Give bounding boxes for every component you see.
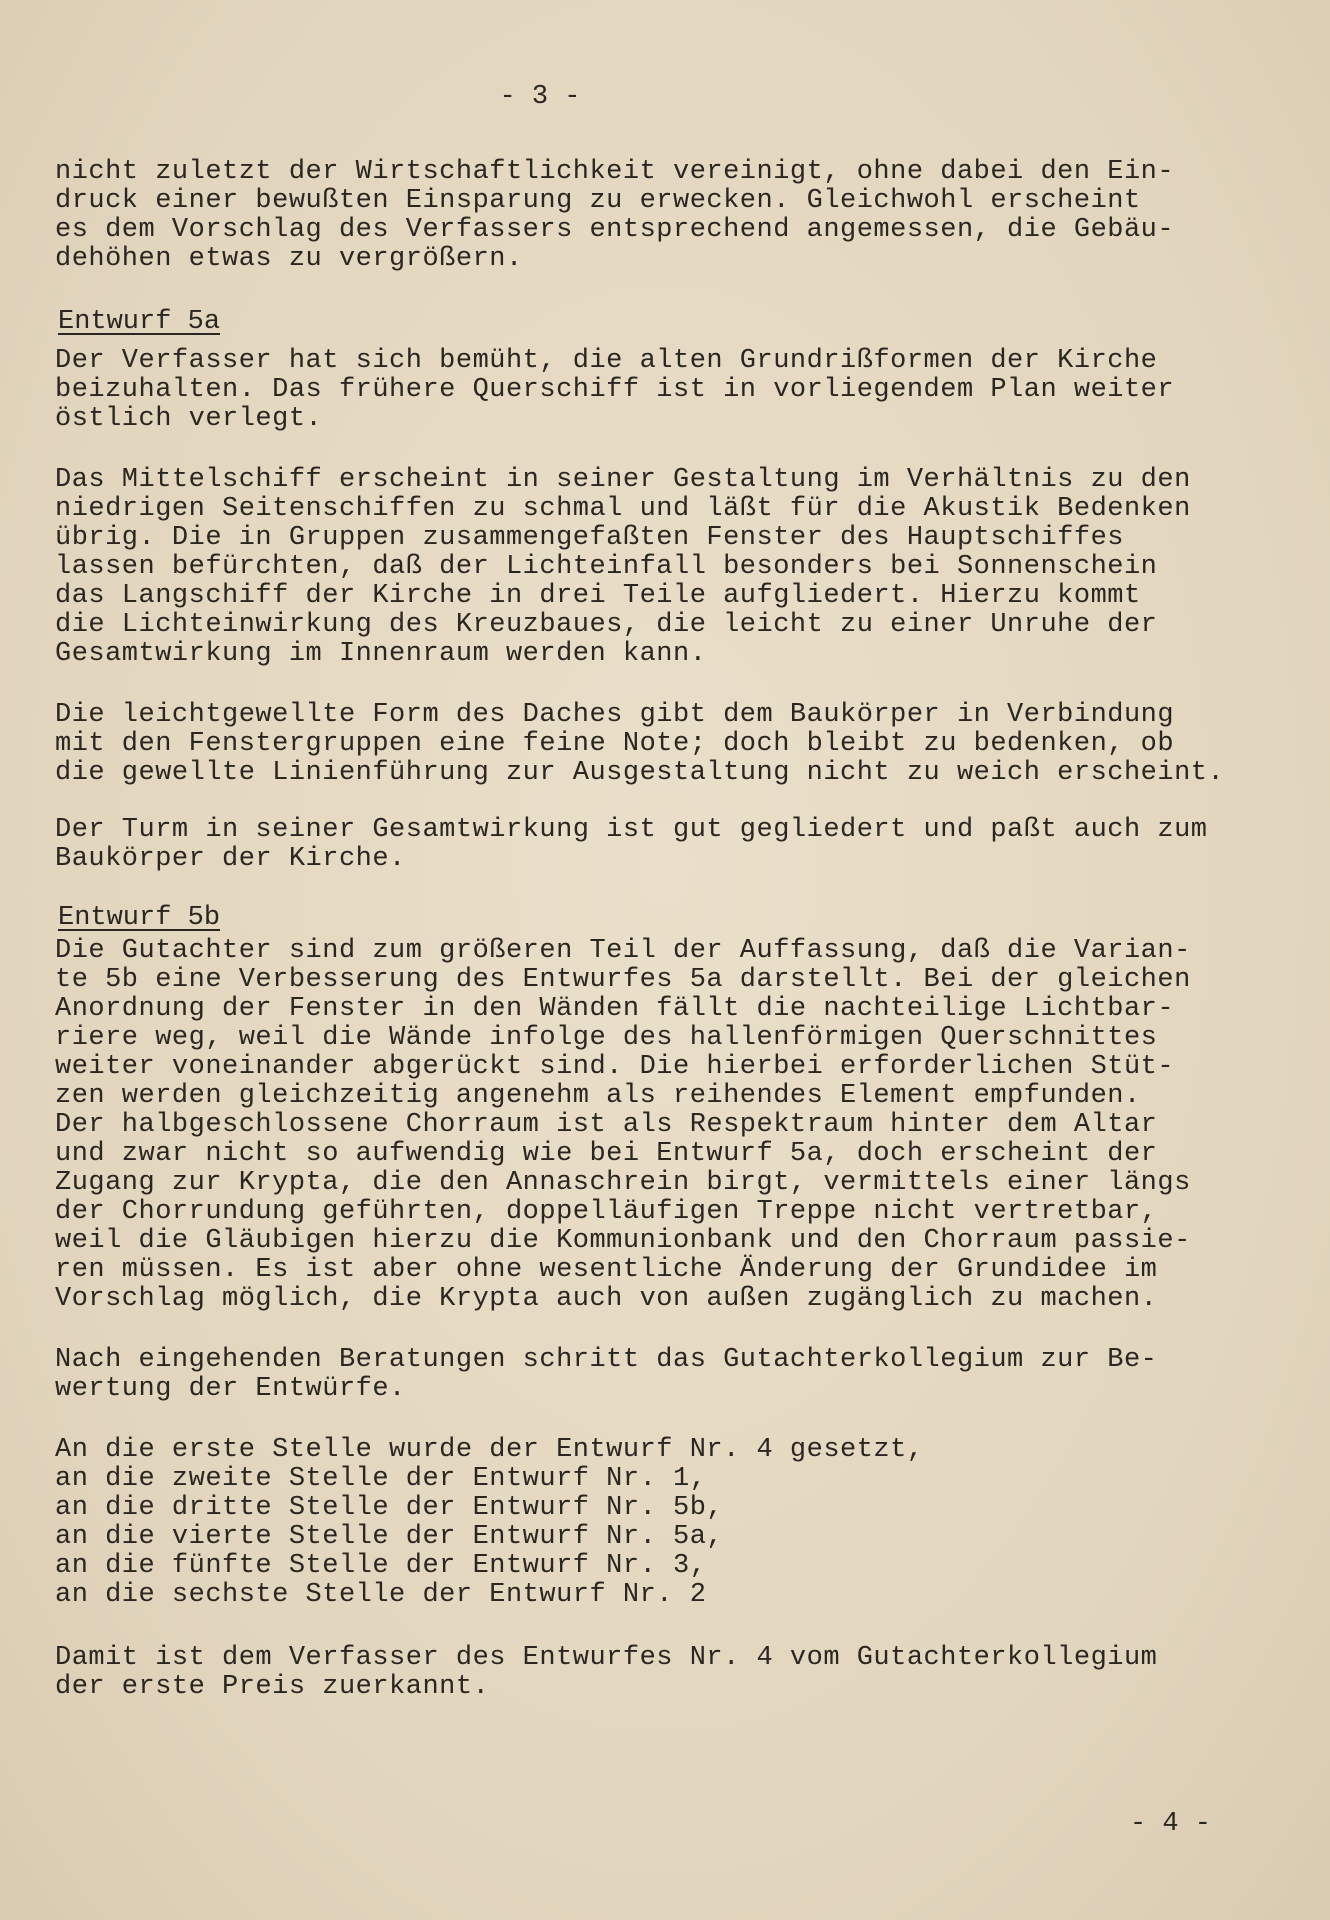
text-line: niedrigen Seitenschiffen zu schmal und läßt für die Akustik Bedenken (55, 494, 1191, 524)
text-line: Die leichtgewellte Form des Daches gibt dem Baukörper in Verbindung (55, 700, 1175, 730)
next-page-marker: - 4 - (1130, 1809, 1212, 1839)
ranking-item: an die vierte Stelle der Entwurf Nr. 5a, (55, 1522, 724, 1552)
text-line: druck einer bewußten Einsparung zu erwecken. Gleichwohl erscheint (55, 186, 1141, 216)
document-body (55, 158, 1295, 1728)
text-line: riere weg, weil die Wände infolge des hallenförmigen Querschnittes (55, 1023, 1158, 1053)
ranking-item: an die dritte Stelle der Entwurf Nr. 5b, (55, 1493, 724, 1523)
text-line: weil die Gläubigen hierzu die Kommunionbank und den Chorraum passie- (55, 1226, 1191, 1256)
ranking-item: an die sechste Stelle der Entwurf Nr. 2 (55, 1580, 707, 1610)
ranking-item: an die fünfte Stelle der Entwurf Nr. 3, (55, 1551, 707, 1581)
text-line: lassen befürchten, daß der Lichteinfall besonders bei Sonnenschein (55, 552, 1158, 582)
intro-paragraph (55, 158, 1295, 274)
text-line: Baukörper der Kirche. (55, 844, 406, 874)
text-line: der Chorrundung geführten, doppelläufigen Treppe nicht vertretbar, (55, 1197, 1158, 1227)
text-line: wertung der Entwürfe. (55, 1374, 406, 1404)
text-line: beizuhalten. Das frühere Querschiff ist in vorliegendem Plan weiter (55, 375, 1175, 405)
ranking-item: An die erste Stelle wurde der Entwurf Nr. 4 gesetzt, (55, 1435, 924, 1465)
page-number: - 3 - (499, 82, 581, 112)
text-line: Der Verfasser hat sich bemüht, die alten Grundrißformen der Kirche (55, 346, 1158, 376)
section-entwurf-5b (55, 904, 1295, 1404)
text-line: Gesamtwirkung im Innenraum werden kann. (55, 639, 707, 669)
conclusion-paragraph (55, 1644, 1295, 1702)
paragraph (55, 1346, 1295, 1404)
text-line: Der Turm in seiner Gesamtwirkung ist gut gegliedert und paßt auch zum (55, 815, 1208, 845)
text-line: Vorschlag möglich, die Krypta auch von außen zugänglich zu machen. (55, 1284, 1158, 1314)
text-line: und zwar nicht so aufwendig wie bei Entwurf 5a, doch erscheint der (55, 1139, 1158, 1169)
text-line: mit den Fenstergruppen eine feine Note; doch bleibt zu bedenken, ob (55, 729, 1175, 759)
paragraph (55, 701, 1295, 788)
paragraph (55, 347, 1295, 434)
text-line: dehöhen etwas zu vergrößern. (55, 244, 523, 274)
section-heading-5b: Entwurf 5b (58, 903, 221, 933)
text-line: der erste Preis zuerkannt. (55, 1672, 490, 1702)
text-line: Der halbgeschlossene Chorraum ist als Respektraum hinter dem Altar (55, 1110, 1158, 1140)
text-line: weiter voneinander abgerückt sind. Die hierbei erforderlichen Stüt- (55, 1052, 1175, 1082)
ranking-list (55, 1436, 1295, 1610)
text-line: östlich verlegt. (55, 404, 323, 434)
text-line: die Lichteinwirkung des Kreuzbaues, die leicht zu einer Unruhe der (55, 610, 1158, 640)
text-line: ren müssen. Es ist aber ohne wesentliche Änderung der Grundidee im (55, 1255, 1158, 1285)
paragraph (55, 466, 1295, 669)
text-line: te 5b eine Verbesserung des Entwurfes 5a darstellt. Bei der gleichen (55, 965, 1191, 995)
text-line: Die Gutachter sind zum größeren Teil der Auffassung, daß die Varian- (55, 936, 1191, 966)
paragraph (55, 937, 1295, 1314)
text-line: das Langschiff der Kirche in drei Teile aufgliedert. Hierzu kommt (55, 581, 1141, 611)
text-line: Anordnung der Fenster in den Wänden fällt die nachteilige Lichtbar- (55, 994, 1175, 1024)
section-entwurf-5a (55, 308, 1295, 874)
ranking-item: an die zweite Stelle der Entwurf Nr. 1, (55, 1464, 707, 1494)
text-line: die gewellte Linienführung zur Ausgestaltung nicht zu weich erscheint. (55, 758, 1225, 788)
text-line: nicht zuletzt der Wirtschaftlichkeit vereinigt, ohne dabei den Ein- (55, 157, 1175, 187)
section-heading-5a: Entwurf 5a (58, 307, 221, 337)
text-line: Damit ist dem Verfasser des Entwurfes Nr. 4 vom Gutachterkollegium (55, 1643, 1158, 1673)
paragraph (55, 816, 1295, 874)
text-line: Zugang zur Krypta, die den Annaschrein birgt, vermittels einer längs (55, 1168, 1191, 1198)
text-line: zen werden gleichzeitig angenehm als reihendes Element empfunden. (55, 1081, 1141, 1111)
text-line: es dem Vorschlag des Verfassers entsprechend angemessen, die Gebäu- (55, 215, 1175, 245)
text-line: Nach eingehenden Beratungen schritt das Gutachterkollegium zur Be- (55, 1345, 1158, 1375)
text-line: Das Mittelschiff erscheint in seiner Gestaltung im Verhältnis zu den (55, 465, 1191, 495)
text-line: übrig. Die in Gruppen zusammengefaßten Fenster des Hauptschiffes (55, 523, 1124, 553)
